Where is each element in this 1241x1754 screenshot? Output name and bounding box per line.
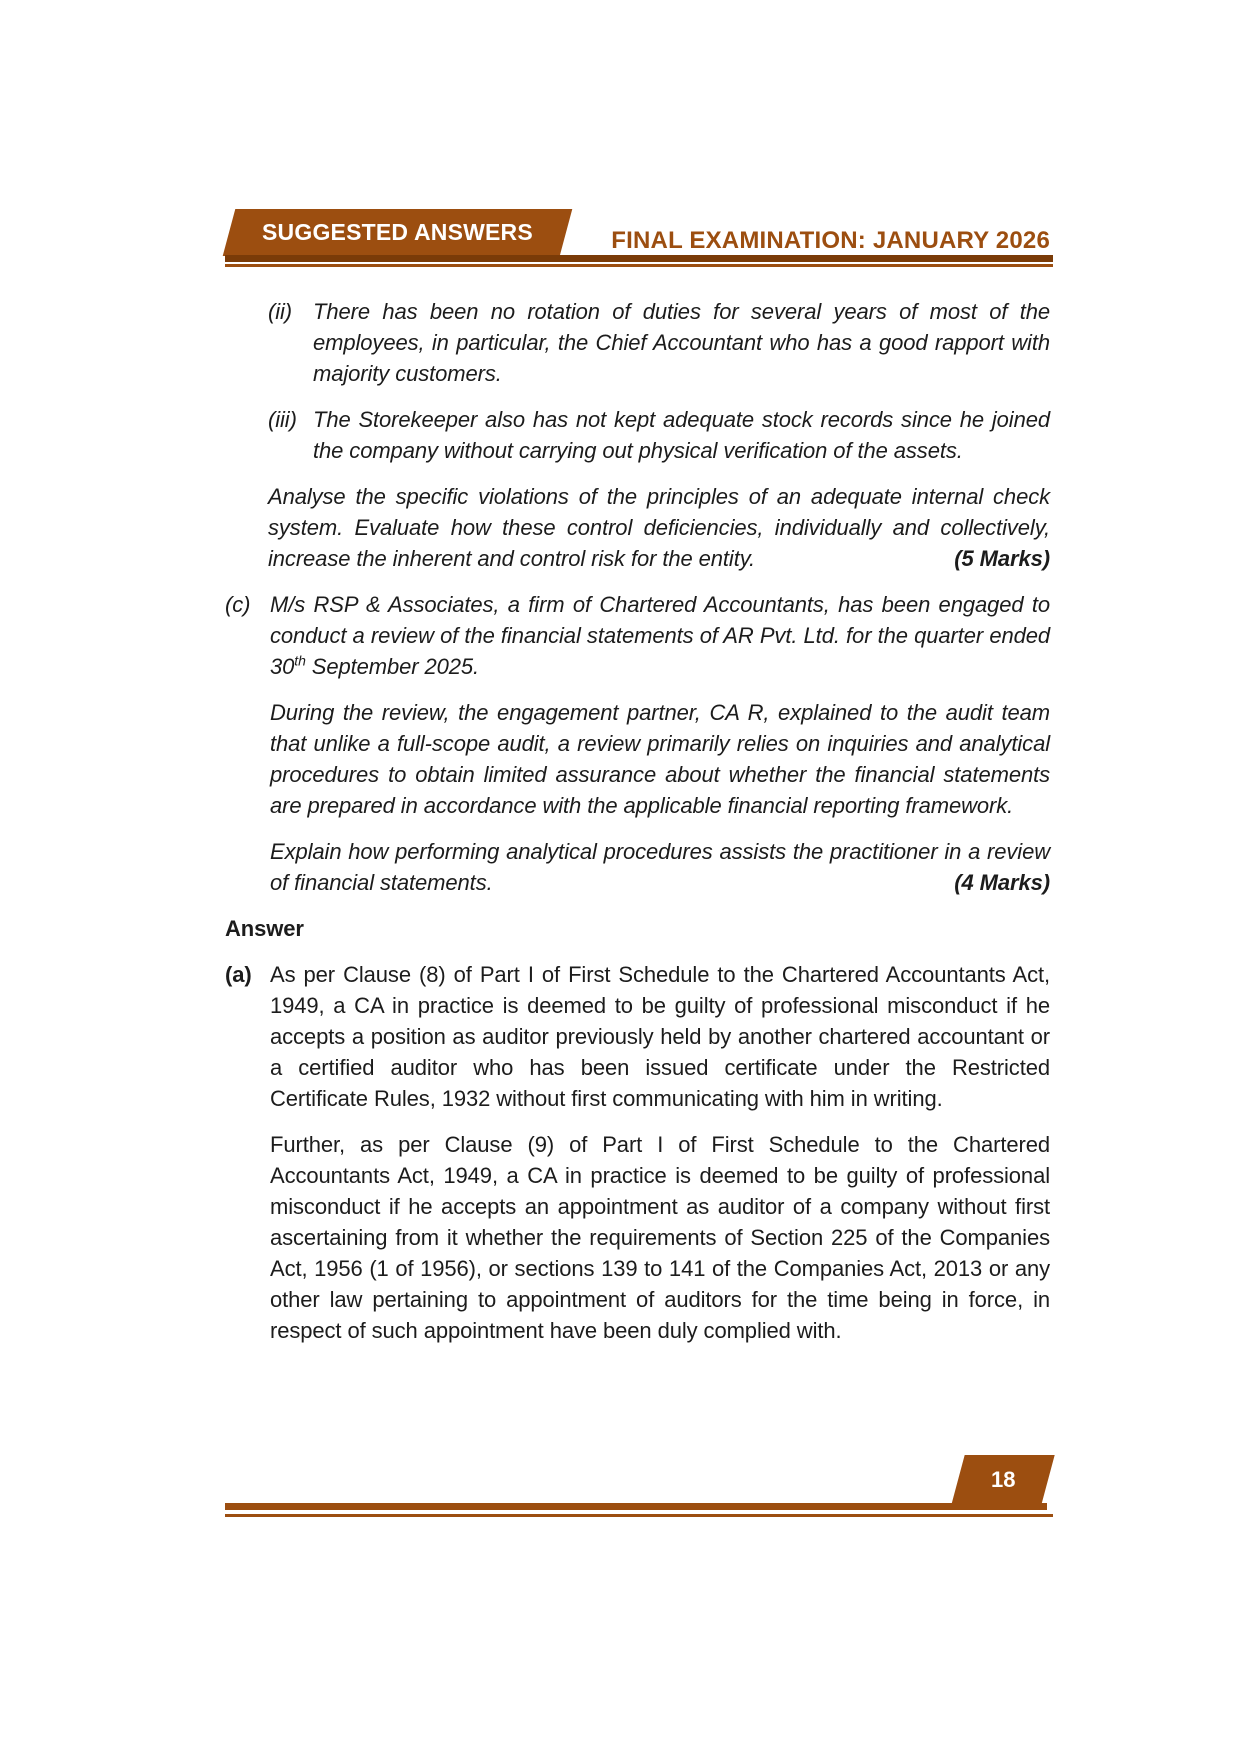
item-text: There has been no rotation of duties for several years of most of the employees, in particular, the Chief Accountant who has a good rapport with majority customers.: [313, 299, 1050, 386]
page-content: [225, 296, 1050, 1361]
item-text-start: M/s RSP & Associates, a firm of Chartered Accountants, has been engaged to conduct a review of the financial statements of AR Pvt. Ltd. for the quarter ended 30: [270, 592, 1050, 679]
item-text: As per Clause (8) of Part I of First Schedule to the Chartered Accountants Act, 1949, a CA in practice is deemed to be guilty of professional misconduct if he accepts a position as auditor previously held by another chartered accountant or a certified auditor who has been issued certificate under the Restricted Certificate Rules, 1932 without first communicating with him in writing.: [270, 962, 1050, 1111]
question-item-ii: [268, 296, 1050, 389]
answer-item-a: [225, 959, 1050, 1114]
marks-label: (4 Marks): [954, 870, 1050, 895]
exam-title: FINAL EXAMINATION: JANUARY 2026: [611, 227, 1050, 254]
question-item-iii: [268, 404, 1050, 466]
answer-section: [225, 913, 1050, 1346]
item-text: The Storekeeper also has not kept adequate stock records since he joined the company without carrying out physical verification of the assets.: [313, 407, 1050, 463]
paragraph-text: Analyse the specific violations of the principles of an adequate internal check system. Evaluate how these control deficiencies, individually and collectively, increase the inherent and control risk for the entity.: [268, 484, 1050, 571]
page-number-badge: [951, 1455, 1054, 1505]
item-text-end: September 2025.: [305, 654, 480, 679]
footer-rule-thin: [225, 1514, 1053, 1517]
item-marker: (c): [225, 592, 251, 617]
item-marker: (iii): [268, 407, 297, 432]
paragraph-further: Further, as per Clause (9) of Part I of First Schedule to the Chartered Accountants Act, 1949, a CA in practice is deemed to be guilty of professional misconduct if he accepts an appointment as auditor of a company without first ascertaining from it whether the requirements of Section 225 of the Companies Act, 1956 (1 of 1956), or sections 139 to 141 of the Companies Act, 2013 or any other law pertaining to appointment of auditors for the time being in force, in respect of such appointment have been duly complied with.: [270, 1132, 1050, 1343]
paragraph-explain: [270, 836, 1050, 898]
banner-label: SUGGESTED ANSWERS: [262, 219, 533, 245]
header-banner: [223, 209, 573, 256]
paragraph-text: Explain how performing analytical procedures assists the practitioner in a review of financial statements.: [270, 839, 1050, 895]
marks-label: (5 Marks): [954, 546, 1050, 571]
item-text: [270, 589, 1050, 682]
question-section: [225, 296, 1050, 898]
header-rule-thin: [225, 264, 1053, 267]
ordinal-superscript: th: [294, 652, 306, 669]
item-marker: (ii): [268, 299, 293, 324]
paragraph-during: During the review, the engagement partner, CA R, explained to the audit team that unlike a full-scope audit, a review primarily relies on inquiries and analytical procedures to obtain limited assurance about whether the financial statements are prepared in accordance with the applicable financial reporting framework.: [270, 700, 1050, 818]
answer-heading: Answer: [225, 916, 304, 941]
paragraph-analyse: [268, 481, 1050, 574]
question-item-c: [225, 589, 1050, 682]
page-number: 18: [990, 1467, 1016, 1492]
footer-bar: [225, 1503, 1047, 1510]
header-rule-thick: [225, 255, 1053, 262]
item-marker: (a): [225, 962, 252, 987]
